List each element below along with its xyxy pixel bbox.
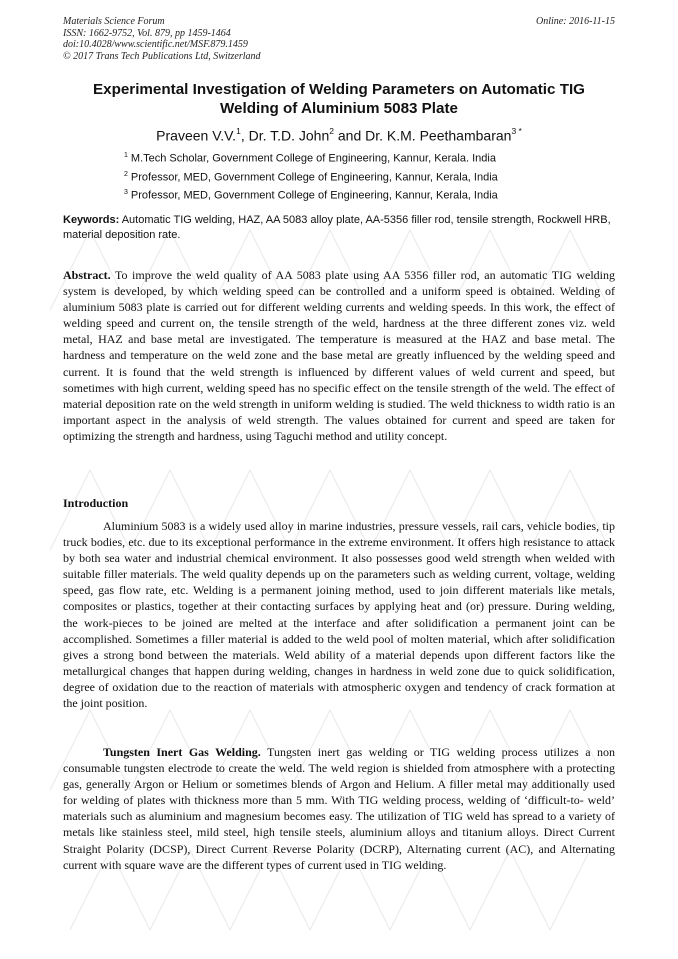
keywords-text: Automatic TIG welding, HAZ, AA 5083 alloy plate, AA-5356 filler rod, tensile strength, Rockwell HRB, material deposition rate. xyxy=(63,214,611,241)
tig-paragraph xyxy=(63,744,615,873)
abstract-block xyxy=(63,267,615,444)
tig-text: Tungsten inert gas welding or TIG welding process utilizes a non consumable tungsten electrode to create the weld. The weld region is shielded from atmosphere with a protecting gas, generally Argon or Helium or sometimes blends of Argon and Helium. A filler metal may additionally used for welding of plates with thickness more than 5 mm. With TIG welding process, welding of ‘difficult-to- weld’ materials such as aluminium and magnesium becomes easy. The utilization of TIG weld has spread to a variety of metals like stainless steel, mild steel, high tensile steels, aluminium alloys and titanium alloys. Direct Current Straight Polarity (DCSP), Direct Current Reverse Polarity (DCRP), Alternating current (AC), and Alternating current with square wave are the different types of current used in TIG welding. xyxy=(63,745,615,872)
author-2-marker: 2 xyxy=(329,126,334,136)
journal-name: Materials Science Forum xyxy=(63,16,165,27)
affiliation-item xyxy=(124,167,498,186)
introduction-heading: Introduction xyxy=(63,496,129,510)
copyright-line: © 2017 Trans Tech Publications Ltd, Switzerland xyxy=(63,50,261,62)
affiliation-number: 3 xyxy=(124,189,128,197)
abstract-text: To improve the weld quality of AA 5083 plate using AA 5356 filler rod, an automatic TIG welding system is developed, by which welding speed can be controlled and a uniform speed is obtained. Welding of aluminium 5083 plate is carried out for different welding currents and welding speeds. In this work, the effect of welding speed and current on, the tensile strength of the weld, hardness at the three different zones viz. weld metal, HAZ and base metal are investigated. The temperature is measured at the HAZ and base metal. The hardness and temperature on the weld zone and the base metal are greatly influenced by the welding speed and current. It is found that the weld strength is influenced by different values of weld current and speed, but sometimes with high current, welding speed has no specific effect on the tensile strength of the weld. The effect of material deposition rate on the weld strength in uniform welding is studied. The weld thickness to width ratio is an important aspect in the analysis of weld strength. The values obtained for current and speed are taken for optimizing the strength and hardness, using Taguchi method and utility concept. xyxy=(63,268,615,443)
affiliation-text: Professor, MED, Government College of Engineering, Kannur, Kerala, India xyxy=(130,189,498,202)
author-2: , Dr. T.D. John xyxy=(240,127,330,144)
author-list xyxy=(63,123,615,145)
affiliation-text: M.Tech Scholar, Government College of Engineering, Kannur, Kerala. India xyxy=(130,152,496,165)
online-date: Online: 2016-11-15 xyxy=(536,16,615,27)
doi-line: doi:10.4028/www.scientific.net/MSF.879.1459 xyxy=(63,39,248,51)
journal-header xyxy=(63,16,261,62)
affiliation-text: Professor, MED, Government College of Engineering, Kannur, Kerala, India xyxy=(130,171,498,184)
tig-label: Tungsten Inert Gas Welding. xyxy=(103,745,261,759)
abstract-label: Abstract. xyxy=(63,268,111,282)
author-1: Praveen V.V. xyxy=(156,127,237,144)
affiliation-item xyxy=(124,185,498,204)
author-3: and Dr. K.M. Peethambaran xyxy=(334,127,512,144)
affiliation-number: 1 xyxy=(124,152,128,159)
author-3-marker: 3 * xyxy=(511,126,522,136)
keywords-label: Keywords: xyxy=(63,214,120,226)
paper-title: Experimental Investigation of Welding Parameters on Automatic TIG Welding of Aluminium 5083 Plate xyxy=(93,81,585,117)
introduction-paragraph: Aluminium 5083 is a widely used alloy in marine industries, pressure vessels, rail cars, vehicle bodies, tip truck bodies, etc. due to its exceptional performance in the extreme environment. It offers high resistance to attack by both sea water and industrial chemical environment. It also possesses good weld strength when welded with suitable filler materials. The weld quality depends up on the parameters such as welding current, voltage, welding speed, gas flow rate, etc. Welding is a permanent joining method, used to join different materials like metals, composites or plastics, together at their contacting surfaces by applying heat and (or) pressure. During welding, the work-pieces to be joined are melted at the interface and after solidification a permanent joint can be accomplished. Sometimes a filler material is added to the weld pool of molten material, which after solidification gives a strong bond between the materials. Weld ability of a material depends upon different factors like the metallurgical changes that happen during welding, changes in hardness in weld zone due to quick solidification, degree of oxidation due to the reaction of materials with atmospheric oxygen and tendency of crack formation at the joint position. xyxy=(63,519,615,711)
issn-line: ISSN: 1662-9752, Vol. 879, pp 1459-1464 xyxy=(63,27,231,39)
author-1-marker: 1 xyxy=(236,126,241,136)
affiliation-list xyxy=(124,148,498,204)
keywords-block xyxy=(63,213,615,243)
affiliation-item xyxy=(124,148,498,167)
affiliation-number: 2 xyxy=(124,170,128,178)
